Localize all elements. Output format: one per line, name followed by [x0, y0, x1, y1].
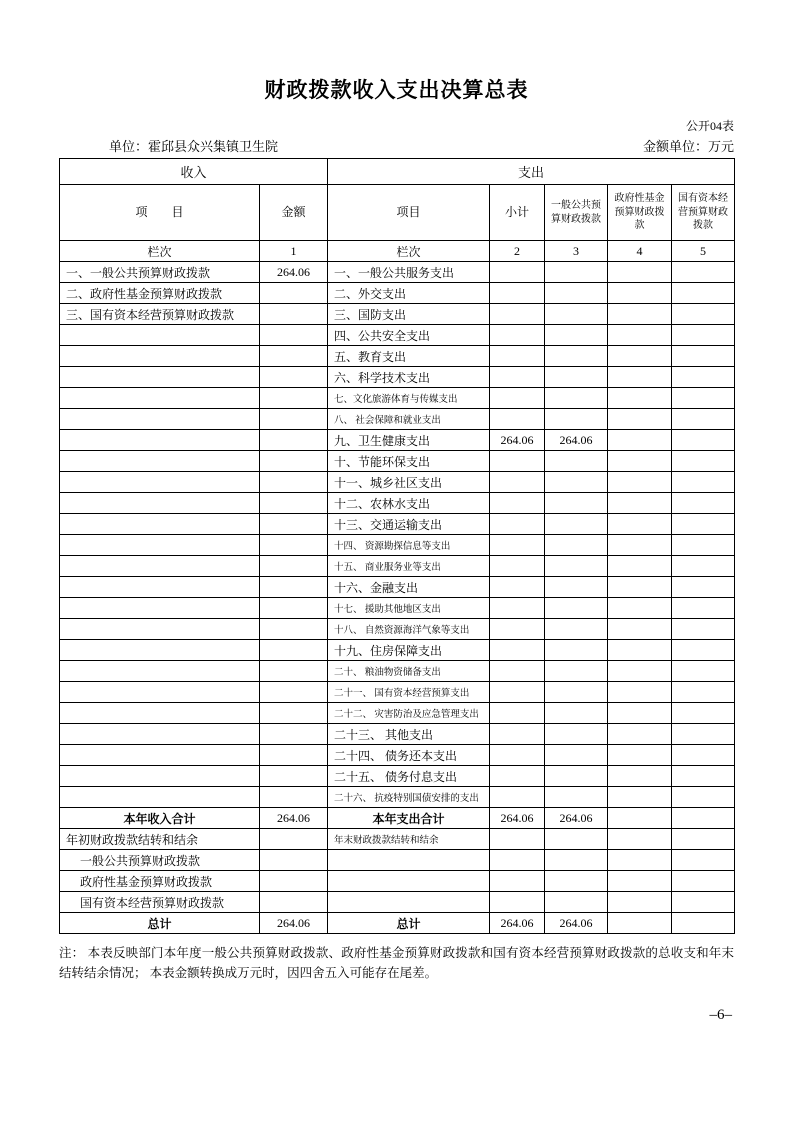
table-row	[60, 850, 735, 871]
section-header-row	[60, 159, 735, 185]
gov-fund-cell	[608, 388, 672, 409]
state-capital-cell	[672, 787, 735, 808]
table-row	[60, 262, 735, 283]
general-budget-cell	[545, 367, 608, 388]
gov-fund-cell	[608, 472, 672, 493]
income-item-cell: 国有资本经营预算财政拨款	[60, 892, 260, 913]
income-amount-cell	[260, 787, 328, 808]
expense-item-cell: 六、科学技术支出	[328, 367, 490, 388]
state-capital-cell	[672, 346, 735, 367]
state-capital-cell	[672, 367, 735, 388]
general-budget-cell	[545, 493, 608, 514]
table-row	[60, 577, 735, 598]
state-capital-cell	[672, 304, 735, 325]
expense-item-cell: 十四、 资源勘探信息等支出	[328, 535, 490, 556]
general-budget-cell	[545, 640, 608, 661]
income-amount-cell	[260, 304, 328, 325]
gov-fund-cell	[608, 871, 672, 892]
income-amount-cell	[260, 892, 328, 913]
subtotal-cell	[490, 829, 545, 850]
income-amount-cell	[260, 367, 328, 388]
subtotal-cell	[490, 682, 545, 703]
gov-fund-cell	[608, 598, 672, 619]
gov-fund-cell	[608, 262, 672, 283]
col-index-5: 5	[672, 241, 735, 262]
expense-item-cell: 二十六、 抗疫特别国债安排的支出	[328, 787, 490, 808]
expense-item-cell: 九、卫生健康支出	[328, 430, 490, 451]
expense-item-cell: 七、文化旅游体育与传媒支出	[328, 388, 490, 409]
table-row	[60, 367, 735, 388]
state-capital-cell	[672, 682, 735, 703]
amount-unit-value: 万元	[707, 139, 734, 154]
gov-fund-cell	[608, 367, 672, 388]
meta-row	[59, 136, 734, 155]
page-title: 财政拨款收入支出决算总表	[264, 78, 529, 102]
income-amount-cell	[260, 850, 328, 871]
column-index-row	[60, 241, 735, 262]
subtotal-cell	[490, 409, 545, 430]
income-item-cell	[60, 661, 260, 682]
expense-item-cell: 三、国防支出	[328, 304, 490, 325]
state-capital-cell	[672, 871, 735, 892]
income-amount-cell	[260, 724, 328, 745]
subtotal-cell	[490, 892, 545, 913]
income-amount-cell	[260, 619, 328, 640]
income-amount-cell	[260, 451, 328, 472]
income-amount-cell	[260, 388, 328, 409]
income-item-cell: 二、政府性基金预算财政拨款	[60, 283, 260, 304]
state-capital-cell	[672, 451, 735, 472]
expense-item-cell: 十一、城乡社区支出	[328, 472, 490, 493]
table-row	[60, 745, 735, 766]
income-item-cell	[60, 619, 260, 640]
income-amount-cell	[260, 640, 328, 661]
table-row	[60, 892, 735, 913]
general-budget-cell	[545, 787, 608, 808]
income-amount-cell	[260, 409, 328, 430]
general-budget-cell	[545, 472, 608, 493]
state-capital-cell	[672, 472, 735, 493]
expense-item-cell: 二十四、 债务还本支出	[328, 745, 490, 766]
subtotal-cell	[490, 766, 545, 787]
gov-fund-cell	[608, 619, 672, 640]
gov-fund-cell	[608, 850, 672, 871]
income-item-cell	[60, 724, 260, 745]
table-row	[60, 556, 735, 577]
subtotal-cell	[490, 850, 545, 871]
state-capital-cell	[672, 325, 735, 346]
income-item-cell: 一般公共预算财政拨款	[60, 850, 260, 871]
col-index-4: 4	[608, 241, 672, 262]
state-capital-cell	[672, 283, 735, 304]
expense-item-cell: 十八、 自然资源海洋气象等支出	[328, 619, 490, 640]
state-capital-cell	[672, 703, 735, 724]
income-amount-cell	[260, 598, 328, 619]
expense-item-cell: 十五、 商业服务业等支出	[328, 556, 490, 577]
income-item-cell: 政府性基金预算财政拨款	[60, 871, 260, 892]
general-budget-cell	[545, 850, 608, 871]
income-amount-cell	[260, 556, 328, 577]
expense-item-cell: 二十三、 其他支出	[328, 724, 490, 745]
subtotal-cell	[490, 703, 545, 724]
subtotal-cell	[490, 262, 545, 283]
income-item-cell	[60, 472, 260, 493]
income-amount-cell	[260, 682, 328, 703]
general-budget-cell	[545, 619, 608, 640]
gov-fund-cell	[608, 724, 672, 745]
subtotal-cell	[490, 619, 545, 640]
table-row	[60, 682, 735, 703]
table-row	[60, 535, 735, 556]
gov-fund-cell	[608, 745, 672, 766]
income-item-cell	[60, 766, 260, 787]
expense-item-cell: 二十二、 灾害防治及应急管理支出	[328, 703, 490, 724]
general-budget-header: 一般公共预算财政拨款	[545, 185, 608, 241]
expense-item-cell: 二十一、 国有资本经营预算支出	[328, 682, 490, 703]
general-budget-cell	[545, 745, 608, 766]
table-row	[60, 619, 735, 640]
income-item-cell	[60, 598, 260, 619]
amount-unit-label: 金额单位：	[642, 139, 708, 154]
income-item-cell	[60, 367, 260, 388]
general-budget-cell	[545, 724, 608, 745]
income-amount-cell	[260, 766, 328, 787]
income-item-cell	[60, 682, 260, 703]
subtotal-cell: 264.06	[490, 430, 545, 451]
state-capital-cell	[672, 388, 735, 409]
subtotal-cell	[490, 451, 545, 472]
table-row	[60, 514, 735, 535]
general-budget-cell	[545, 661, 608, 682]
subtotal-cell	[490, 514, 545, 535]
unit-value: 霍邱县众兴集镇卫生院	[148, 139, 279, 154]
general-budget-cell	[545, 766, 608, 787]
general-budget-cell	[545, 535, 608, 556]
income-item-cell	[60, 745, 260, 766]
gov-fund-cell	[608, 493, 672, 514]
gov-fund-cell	[608, 640, 672, 661]
state-capital-cell	[672, 808, 735, 829]
state-capital-cell	[672, 598, 735, 619]
income-item-cell	[60, 409, 260, 430]
gov-fund-cell	[608, 556, 672, 577]
expense-item-cell: 总计	[328, 913, 490, 934]
expense-item-cell: 十二、农林水支出	[328, 493, 490, 514]
state-capital-cell	[672, 430, 735, 451]
income-item-cell	[60, 451, 260, 472]
gov-fund-cell	[608, 283, 672, 304]
subtotal-header: 小计	[490, 185, 545, 241]
column-header-row	[60, 185, 735, 241]
subtotal-cell	[490, 787, 545, 808]
income-amount-cell	[260, 871, 328, 892]
subtotal-cell	[490, 871, 545, 892]
table-row	[60, 766, 735, 787]
gov-fund-cell	[608, 451, 672, 472]
col-index-2: 2	[490, 241, 545, 262]
income-item-cell: 三、国有资本经营预算财政拨款	[60, 304, 260, 325]
general-budget-cell	[545, 262, 608, 283]
gov-fund-cell	[608, 703, 672, 724]
expense-item-cell: 十九、住房保障支出	[328, 640, 490, 661]
total-row	[60, 913, 735, 934]
state-capital-cell	[672, 913, 735, 934]
expense-item-cell: 十、节能环保支出	[328, 451, 490, 472]
gov-fund-cell	[608, 787, 672, 808]
col-index-3: 3	[545, 241, 608, 262]
subtotal-cell	[490, 304, 545, 325]
table-row	[60, 724, 735, 745]
general-budget-cell	[545, 346, 608, 367]
table-row	[60, 598, 735, 619]
expense-item-header: 项目	[328, 185, 490, 241]
gov-fund-cell	[608, 766, 672, 787]
amount-unit-line	[643, 136, 734, 155]
table-row	[60, 304, 735, 325]
general-budget-cell	[545, 451, 608, 472]
gov-fund-cell	[608, 304, 672, 325]
table-row	[60, 325, 735, 346]
state-capital-header: 国有资本经营预算财政拨款	[672, 185, 735, 241]
state-capital-cell	[672, 766, 735, 787]
general-budget-cell	[545, 283, 608, 304]
state-capital-cell	[672, 892, 735, 913]
state-capital-cell	[672, 661, 735, 682]
income-amount-cell	[260, 703, 328, 724]
table-row	[60, 871, 735, 892]
income-amount-cell	[260, 514, 328, 535]
expense-item-cell: 十三、交通运输支出	[328, 514, 490, 535]
table-row	[60, 451, 735, 472]
gov-fund-cell	[608, 913, 672, 934]
table-row	[60, 472, 735, 493]
general-budget-cell	[545, 829, 608, 850]
expense-item-cell	[328, 850, 490, 871]
income-item-cell: 总计	[60, 913, 260, 934]
subtotal-cell	[490, 388, 545, 409]
gov-fund-cell	[608, 346, 672, 367]
state-capital-cell	[672, 619, 735, 640]
subtotal-cell	[490, 493, 545, 514]
subtotal-cell	[490, 577, 545, 598]
income-item-cell: 年初财政拨款结转和结余	[60, 829, 260, 850]
budget-table	[59, 158, 735, 934]
subtotal-cell	[490, 724, 545, 745]
state-capital-cell	[672, 829, 735, 850]
income-item-cell	[60, 787, 260, 808]
state-capital-cell	[672, 850, 735, 871]
gov-fund-cell	[608, 535, 672, 556]
gov-fund-cell	[608, 892, 672, 913]
income-amount-cell	[260, 430, 328, 451]
table-row	[60, 430, 735, 451]
income-amount-cell	[260, 283, 328, 304]
gov-fund-cell	[608, 514, 672, 535]
subtotal-cell	[490, 367, 545, 388]
page-number: –6–	[709, 1007, 732, 1023]
state-capital-cell	[672, 262, 735, 283]
gov-fund-cell	[608, 577, 672, 598]
expense-item-cell: 二、外交支出	[328, 283, 490, 304]
expense-section-header: 支出	[328, 159, 735, 185]
income-item-cell	[60, 346, 260, 367]
general-budget-cell: 264.06	[545, 913, 608, 934]
gov-fund-cell	[608, 430, 672, 451]
general-budget-cell	[545, 556, 608, 577]
expense-item-cell	[328, 871, 490, 892]
table-row	[60, 661, 735, 682]
subtotal-cell	[490, 745, 545, 766]
subtotal-cell	[490, 283, 545, 304]
subtotal-cell	[490, 325, 545, 346]
income-item-cell	[60, 703, 260, 724]
table-row	[60, 283, 735, 304]
gov-fund-cell	[608, 409, 672, 430]
income-item-cell	[60, 325, 260, 346]
state-capital-cell	[672, 535, 735, 556]
general-budget-cell	[545, 409, 608, 430]
general-budget-cell: 264.06	[545, 808, 608, 829]
table-row	[60, 409, 735, 430]
gov-fund-header: 政府性基金预算财政拨款	[608, 185, 672, 241]
table-row	[60, 346, 735, 367]
income-item-cell	[60, 640, 260, 661]
income-amount-cell: 264.06	[260, 808, 328, 829]
income-amount-cell	[260, 325, 328, 346]
income-item-cell	[60, 430, 260, 451]
state-capital-cell	[672, 577, 735, 598]
table-code: 公开04表	[685, 119, 734, 133]
general-budget-cell	[545, 682, 608, 703]
expense-item-cell: 本年支出合计	[328, 808, 490, 829]
expense-item-cell: 五、教育支出	[328, 346, 490, 367]
general-budget-cell	[545, 325, 608, 346]
footnote: 注： 本表反映部门本年度一般公共预算财政拨款、政府性基金预算财政拨款和国有资本经营预算财政拨款的总收支和年末结转结余情况； 本表金额转换成万元时，因四舍五入可能存在尾差。	[59, 946, 734, 980]
subtotal-cell	[490, 556, 545, 577]
income-amount-cell	[260, 472, 328, 493]
income-item-cell	[60, 514, 260, 535]
general-budget-cell	[545, 598, 608, 619]
general-budget-cell	[545, 577, 608, 598]
gov-fund-cell	[608, 682, 672, 703]
subtotal-cell	[490, 598, 545, 619]
general-budget-cell	[545, 304, 608, 325]
expense-item-cell: 十七、 援助其他地区支出	[328, 598, 490, 619]
gov-fund-cell	[608, 325, 672, 346]
subtotal-cell	[490, 661, 545, 682]
income-amount-cell	[260, 346, 328, 367]
subtotal-cell	[490, 346, 545, 367]
expense-item-cell: 四、公共安全支出	[328, 325, 490, 346]
state-capital-cell	[672, 514, 735, 535]
expense-item-cell: 十六、金融支出	[328, 577, 490, 598]
general-budget-cell	[545, 388, 608, 409]
subtotal-cell: 264.06	[490, 808, 545, 829]
table-row	[60, 787, 735, 808]
income-item-cell	[60, 493, 260, 514]
expense-item-cell: 八、 社会保障和就业支出	[328, 409, 490, 430]
table-row	[60, 829, 735, 850]
general-budget-cell	[545, 703, 608, 724]
income-amount-cell	[260, 535, 328, 556]
subtotal-cell	[490, 535, 545, 556]
table-row	[60, 388, 735, 409]
subtotal-cell	[490, 640, 545, 661]
general-budget-cell	[545, 871, 608, 892]
income-amount-cell	[260, 577, 328, 598]
table-body	[60, 262, 735, 934]
table-row	[60, 703, 735, 724]
state-capital-cell	[672, 724, 735, 745]
income-amount-cell: 264.06	[260, 262, 328, 283]
income-item-cell	[60, 577, 260, 598]
income-item-cell: 一、一般公共预算财政拨款	[60, 262, 260, 283]
income-amount-cell	[260, 829, 328, 850]
income-amount-cell	[260, 661, 328, 682]
subtotal-cell	[490, 472, 545, 493]
expense-item-cell	[328, 892, 490, 913]
state-capital-cell	[672, 493, 735, 514]
expense-item-cell: 二十五、 债务付息支出	[328, 766, 490, 787]
col-index-label: 栏次	[60, 241, 260, 262]
general-budget-cell	[545, 892, 608, 913]
subtotal-cell: 264.06	[490, 913, 545, 934]
state-capital-cell	[672, 409, 735, 430]
table-row	[60, 640, 735, 661]
gov-fund-cell	[608, 661, 672, 682]
state-capital-cell	[672, 640, 735, 661]
income-amount-header: 金额	[260, 185, 328, 241]
income-item-cell	[60, 556, 260, 577]
state-capital-cell	[672, 556, 735, 577]
general-budget-cell	[545, 514, 608, 535]
expense-item-cell: 一、一般公共服务支出	[328, 262, 490, 283]
expense-item-cell: 年末财政拨款结转和结余	[328, 829, 490, 850]
unit-line	[59, 136, 278, 155]
income-item-cell: 本年收入合计	[60, 808, 260, 829]
income-amount-cell	[260, 745, 328, 766]
table-row	[60, 493, 735, 514]
income-item-cell	[60, 388, 260, 409]
general-budget-cell: 264.06	[545, 430, 608, 451]
gov-fund-cell	[608, 808, 672, 829]
income-amount-cell	[260, 493, 328, 514]
income-item-cell	[60, 535, 260, 556]
income-amount-cell: 264.06	[260, 913, 328, 934]
state-capital-cell	[672, 745, 735, 766]
col-index-1: 1	[260, 241, 328, 262]
gov-fund-cell	[608, 829, 672, 850]
total-row	[60, 808, 735, 829]
col-index-label: 栏次	[328, 241, 490, 262]
unit-label: 单位：	[109, 139, 149, 154]
income-item-header: 项目	[60, 185, 260, 241]
income-section-header: 收入	[60, 159, 328, 185]
expense-item-cell: 二十、 粮油物资储备支出	[328, 661, 490, 682]
